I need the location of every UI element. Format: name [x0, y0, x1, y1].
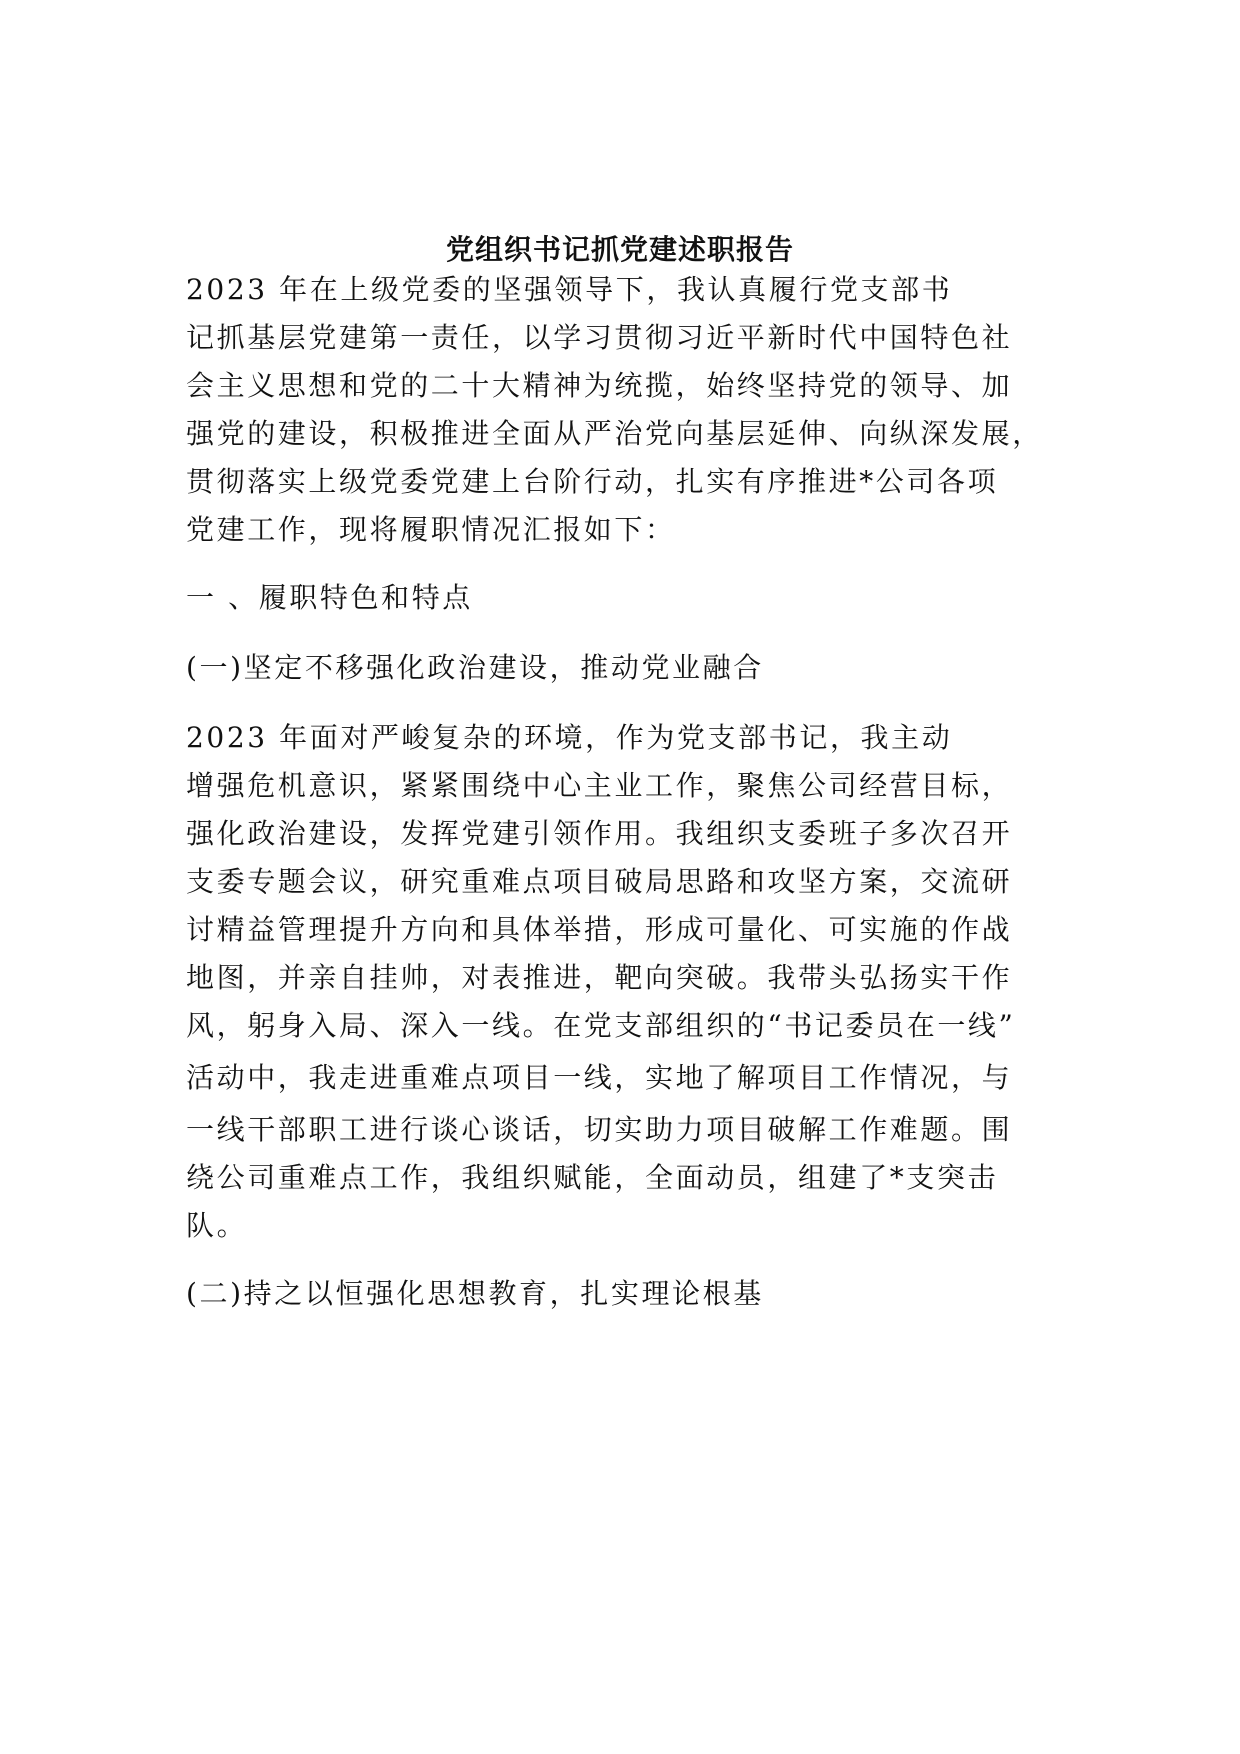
- paragraph-line: 强党的建设，积极推进全面从严治党向基层延伸、向纵深发展，: [186, 417, 1043, 450]
- paragraph-line: 强化政治建设，发挥党建引领作用。我组织支委班子多次召开: [186, 817, 1013, 850]
- paragraph-line: 增强危机意识，紧紧围绕中心主业工作，聚焦公司经营目标，: [186, 769, 1013, 802]
- paragraph-line: 会主义思想和党的二十大精神为统揽，始终坚持党的领导、加: [186, 369, 1013, 402]
- document-title: 党组织书记抓党建述职报告: [445, 233, 794, 266]
- paragraph-line: 风，躬身入局、深入一线。在党支部组织的“书记委员在一线”: [186, 1009, 1016, 1042]
- paragraph-line: 2023 年面对严峻复杂的环境，作为党支部书记，我主动: [186, 721, 953, 754]
- subsection-heading: (一)坚定不移强化政治建设，推动党业融合: [186, 651, 764, 684]
- paragraph-line: 活动中，我走进重难点项目一线，实地了解项目工作情况，与: [186, 1061, 1013, 1094]
- paragraph-line: 贯彻落实上级党委党建上台阶行动，扎实有序推进*公司各项: [186, 465, 999, 498]
- paragraph-line: 党建工作，现将履职情况汇报如下：: [186, 513, 676, 546]
- paragraph-line: 记抓基层党建第一责任，以学习贯彻习近平新时代中国特色社: [186, 321, 1013, 354]
- paragraph-line: 地图，并亲自挂帅，对表推进，靶向突破。我带头弘扬实干作: [186, 961, 1013, 994]
- section-heading: 一 、履职特色和特点: [186, 581, 473, 614]
- paragraph-line: 支委专题会议，研究重难点项目破局思路和攻坚方案，交流研: [186, 865, 1013, 898]
- paragraph-line: 2023 年在上级党委的坚强领导下，我认真履行党支部书: [186, 273, 953, 306]
- paragraph-line: 队。: [186, 1209, 248, 1242]
- paragraph-line: 讨精益管理提升方向和具体举措，形成可量化、可实施的作战: [186, 913, 1013, 946]
- paragraph-line: 一线干部职工进行谈心谈话，切实助力项目破解工作难题。围: [186, 1113, 1013, 1146]
- paragraph-line: 绕公司重难点工作，我组织赋能，全面动员，组建了*支突击: [186, 1161, 999, 1194]
- subsection-heading: (二)持之以恒强化思想教育，扎实理论根基: [186, 1277, 764, 1310]
